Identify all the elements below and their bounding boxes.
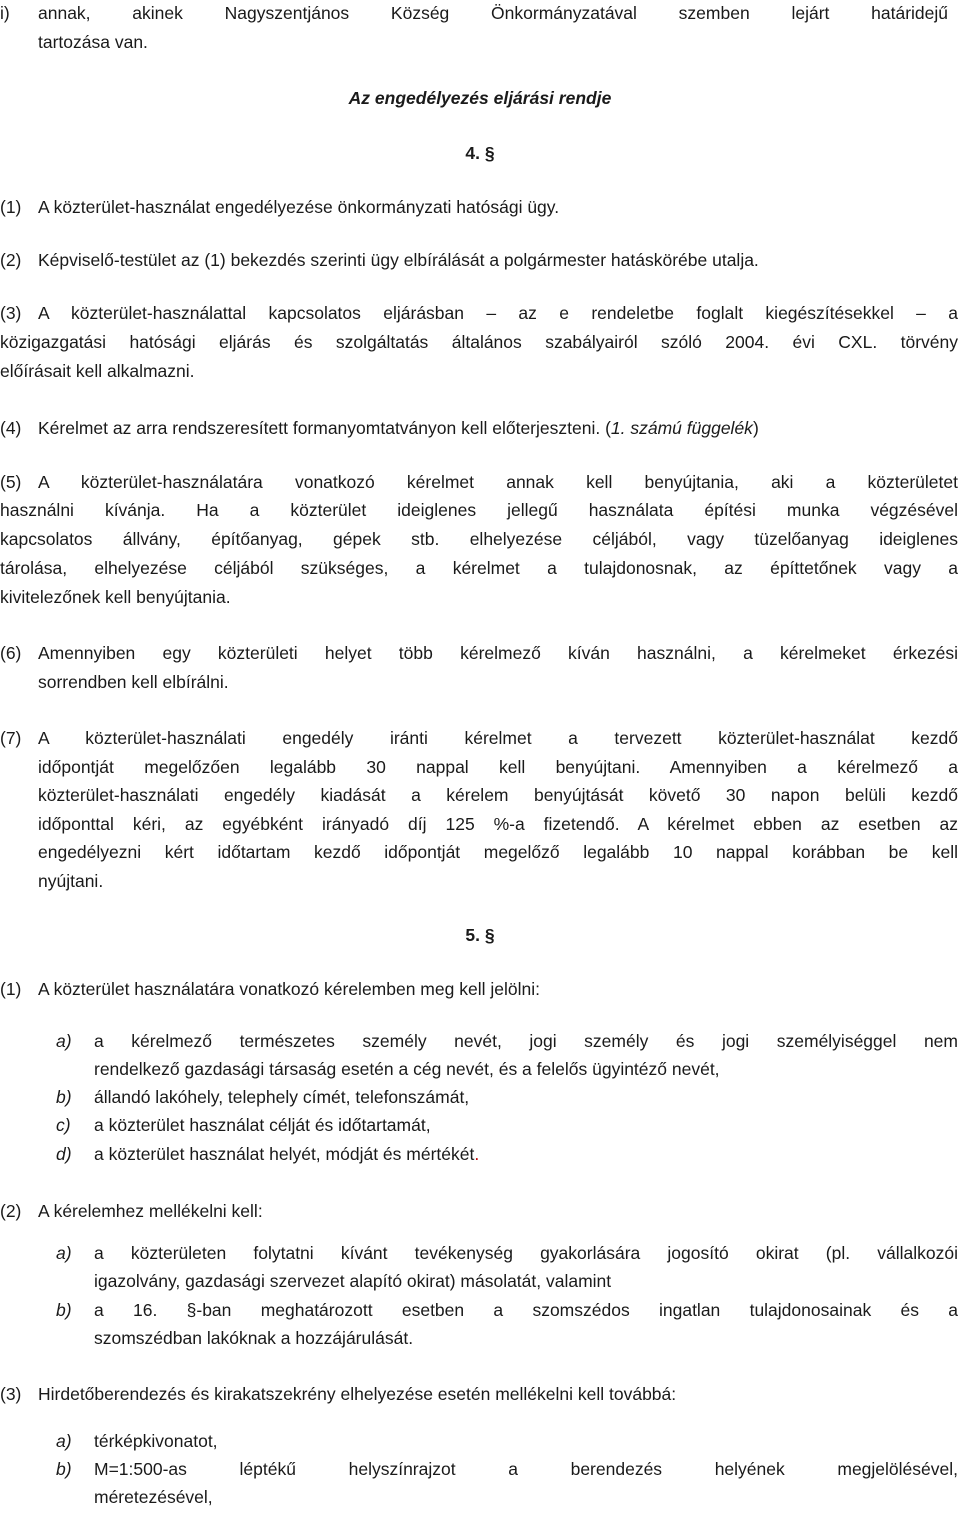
paragraph-line: A közterület-használatára vonatkozó kérelmet annak kell benyújtania, aki a közterületet <box>38 472 958 492</box>
paragraph-number: (1) <box>0 979 22 999</box>
paragraph-line: előírásait kell alkalmazni. <box>0 361 195 381</box>
list-label: d) <box>56 1144 72 1164</box>
paragraph-line: A közterület-használattal kapcsolatos eljárásban – az e rendeletbe foglalt kiegészítésekkel – a <box>38 303 958 323</box>
paragraph-line: tárolása, elhelyezése céljából szükséges, a kérelmet a tulajdonosnak, az építtetőnek vagy a <box>0 558 958 578</box>
paragraph-line: nyújtani. <box>38 871 104 891</box>
section-title: Az engedélyezés eljárási rendje <box>348 88 612 108</box>
paragraph-number: (2) <box>0 1201 22 1221</box>
paragraph-text: A közterület használatára vonatkozó kérelemben meg kell jelölni: <box>38 979 540 999</box>
paragraph-line: használni kívánja. Ha a közterület ideiglenes jellegű használata építési munka végzésével <box>0 500 958 520</box>
paragraph-line: közigazgatási hatósági eljárás és szolgáltatás általános szabályairól szóló 2004. évi CXL. törvény <box>0 332 958 352</box>
list-label: c) <box>56 1115 71 1135</box>
paragraph-line: Amennyiben egy közterületi helyet több kérelmező kíván használni, a kérelmeket érkezési <box>38 643 958 663</box>
list-item-line: igazolvány, gazdasági szervezet alapító okirat) másolatát, valamint <box>94 1271 612 1291</box>
paragraph-line: sorrendben kell elbírálni. <box>38 672 229 692</box>
list-item-line: a közterület használat helyét, módját és mértékét. <box>94 1144 480 1164</box>
list-label: a) <box>56 1031 72 1051</box>
section-heading: 4. § <box>465 143 495 163</box>
list-item-line: a közterület használat célját és időtartamát, <box>94 1115 431 1135</box>
paragraph-line: időponttal kéri, az egyébként irányadó díj 125 %-a fizetendő. A kérelmet ebben az esetben az <box>38 814 958 834</box>
paragraph-number: (3) <box>0 1384 22 1404</box>
paragraph-text: Képviselő-testület az (1) bekezdés szerinti ügy elbírálását a polgármester hatáskörébe utalja. <box>38 250 759 270</box>
paragraph-text: Hirdetőberendezés és kirakatszekrény elhelyezése esetén mellékelni kell továbbá: <box>38 1384 677 1404</box>
paragraph-line: kivitelezőnek kell benyújtania. <box>0 587 231 607</box>
paragraph-number: (4) <box>0 418 22 438</box>
list-item-line: szomszédban lakóknak a hozzájárulását. <box>94 1328 414 1348</box>
paragraph-line: engedélyezni kért időtartam kezdő időpontját megelőző legalább 10 nappal korábban be kell <box>38 842 958 862</box>
list-item-line: rendelkező gazdasági társaság esetén a cég nevét, és a felelős ügyintéző nevét, <box>94 1059 720 1079</box>
item-text-line: annak, akinek Nagyszentjános Község Önkormányzatával szemben lejárt határidejű <box>38 3 948 23</box>
paragraph-text: A kérelemhez mellékelni kell: <box>38 1201 263 1221</box>
list-item-line: állandó lakóhely, telephely címét, telefonszámát, <box>94 1087 470 1107</box>
list-item-line: a közterületen folytatni kívánt tevékenység gyakorlására jogosító okirat (pl. vállalkozói <box>94 1243 958 1263</box>
list-item-line: M=1:500-as léptékű helyszínrajzot a berendezés helyének megjelölésével, <box>94 1459 958 1479</box>
paragraph-number: (2) <box>0 250 22 270</box>
item-label: i) <box>0 3 10 23</box>
list-label: a) <box>56 1431 72 1451</box>
list-label: b) <box>56 1087 72 1107</box>
list-label: b) <box>56 1459 72 1479</box>
paragraph-number: (7) <box>0 728 22 748</box>
list-item-line: térképkivonatot, <box>94 1431 218 1451</box>
paragraph-text: A közterület-használat engedélyezése önkormányzati hatósági ügy. <box>38 197 560 217</box>
paragraph-line: közterület-használati engedély kiadását a kérelem benyújtását követő 30 napon belüli kezdő <box>38 785 958 805</box>
list-item-line: a 16. §-ban meghatározott esetben a szomszédos ingatlan tulajdonosainak és a <box>94 1300 958 1320</box>
appendix-reference: 1. számú függelék <box>610 418 753 438</box>
paragraph-line: időpontját megelőzően legalább 30 nappal kell benyújtani. Amennyiben a kérelmező a <box>38 757 958 777</box>
paragraph-number: (3) <box>0 303 22 323</box>
paragraph-line: kapcsolatos állvány, építőanyag, gépek stb. elhelyezése céljából, vagy tüzelőanyag ideiglenes <box>0 529 958 549</box>
list-label: b) <box>56 1300 72 1320</box>
paragraph-number: (5) <box>0 472 22 492</box>
list-label: a) <box>56 1243 72 1263</box>
item-text-line: tartozása van. <box>38 32 148 52</box>
paragraph-text: Kérelmet az arra rendszeresített formanyomtatványon kell előterjeszteni. (1. számú függelék) <box>38 418 759 438</box>
section-heading: 5. § <box>465 925 495 945</box>
paragraph-number: (1) <box>0 197 22 217</box>
paragraph-number: (6) <box>0 643 22 663</box>
list-item-line: méretezésével, <box>94 1487 213 1507</box>
paragraph-line: A közterület-használati engedély iránti kérelmet a tervezett közterület-használat kezdő <box>38 728 958 748</box>
list-item-line: a kérelmező természetes személy nevét, jogi személy és jogi személyiséggel nem <box>94 1031 958 1051</box>
